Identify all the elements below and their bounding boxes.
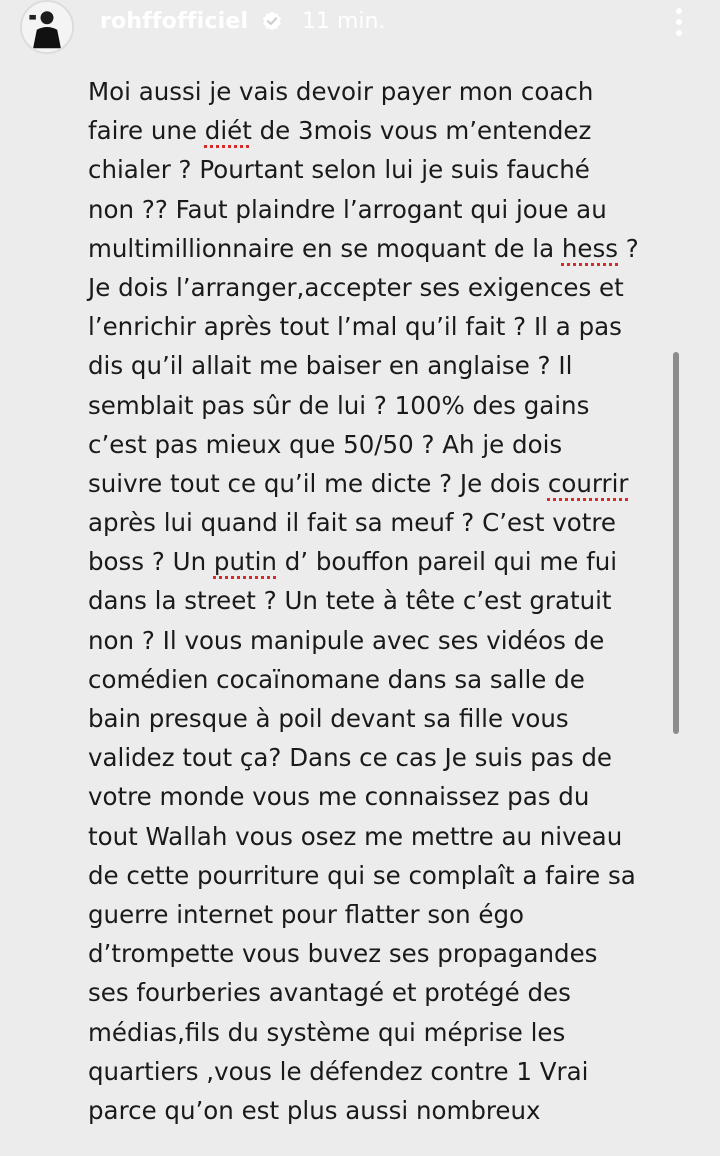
text-line bbox=[88, 150, 688, 189]
text-line bbox=[88, 581, 688, 620]
text-line bbox=[88, 190, 688, 229]
text-line bbox=[88, 425, 688, 464]
avatar-image-icon bbox=[22, 2, 72, 52]
text-line bbox=[88, 934, 688, 973]
text-segment: suivre tout ce qu’il me dicte ? Je dois bbox=[88, 468, 548, 498]
text-line bbox=[88, 72, 688, 111]
text-line bbox=[88, 660, 688, 699]
text-segment: chialer ? Pourtant selon lui je suis fauché bbox=[88, 155, 590, 185]
scrollbar[interactable] bbox=[673, 352, 679, 734]
story-text bbox=[88, 72, 688, 1130]
text-segment: quartiers ,vous le défendez contre 1 Vrai bbox=[88, 1056, 589, 1086]
text-line bbox=[88, 1013, 688, 1052]
text-segment: faire une bbox=[88, 116, 205, 146]
story-header bbox=[0, 0, 720, 50]
text-segment: boss ? Un bbox=[88, 547, 214, 577]
text-segment: de 3mois vous m’entendez bbox=[251, 116, 592, 146]
text-line bbox=[88, 621, 688, 660]
text-line bbox=[88, 738, 688, 777]
text-line bbox=[88, 856, 688, 895]
text-segment: bain presque à poil devant sa fille vous bbox=[88, 704, 569, 733]
text-segment: parce qu’on est plus aussi nombreux bbox=[88, 1095, 541, 1125]
text-line bbox=[88, 268, 688, 307]
text-line bbox=[88, 973, 688, 1012]
misspelled-word: putin bbox=[213, 547, 277, 577]
text-line bbox=[88, 503, 688, 542]
profile-avatar[interactable] bbox=[20, 0, 74, 54]
text-segment: dans la street ? Un tete à tête c’est gratuit bbox=[88, 586, 612, 616]
username[interactable]: rohffofficiel bbox=[100, 9, 249, 34]
text-segment: ses fourberies avantagé et protégé des bbox=[88, 978, 571, 1008]
text-segment: tout Wallah vous osez me mettre au niveau bbox=[88, 821, 623, 851]
text-segment: dis qu’il allait me baiser en anglaise ? Il bbox=[88, 351, 573, 381]
text-segment: après lui quand il fait sa meuf ? C’est votre bbox=[88, 508, 616, 538]
text-line bbox=[88, 542, 688, 581]
text-segment: de cette pourriture qui se complaît a faire sa bbox=[88, 860, 636, 890]
text-line bbox=[88, 307, 688, 346]
text-segment: non ?? Faut plaindre l’arrogant qui joue au bbox=[88, 194, 607, 224]
text-line bbox=[88, 386, 688, 425]
text-line bbox=[88, 229, 688, 268]
text-segment: comédien cocaïnomane dans sa salle de bbox=[88, 664, 585, 694]
text-segment: guerre internet pour flatter son égo bbox=[88, 899, 525, 929]
text-segment: semblait pas sûr de lui ? 100% des gains bbox=[88, 390, 590, 420]
text-line bbox=[88, 777, 688, 816]
more-vertical-icon[interactable] bbox=[672, 6, 686, 38]
text-line bbox=[88, 895, 688, 934]
text-segment: ? bbox=[618, 233, 639, 263]
text-line bbox=[88, 346, 688, 385]
text-segment: validez tout ça? Dans ce cas Je suis pas de bbox=[88, 743, 612, 773]
text-segment: d’trompette vous buvez ses propagandes bbox=[88, 939, 598, 969]
text-segment: c’est pas mieux que 50/50 ? Ah je dois bbox=[88, 429, 563, 459]
text-line bbox=[88, 817, 688, 856]
post-time: 11 min. bbox=[302, 9, 386, 34]
text-line bbox=[88, 1091, 688, 1130]
text-segment: d’ bouffon pareil qui me fui bbox=[276, 547, 618, 577]
text-segment: multimillionnaire en se moquant de la bbox=[88, 233, 562, 263]
text-segment: Moi aussi je vais devoir payer mon coach bbox=[88, 77, 594, 106]
text-segment: l’enrichir après tout l’mal qu’il fait ? Il a pas bbox=[88, 312, 622, 342]
text-segment: votre monde vous me connaissez pas du bbox=[88, 782, 590, 812]
misspelled-word: courrir bbox=[547, 468, 629, 498]
text-line bbox=[88, 464, 688, 503]
text-segment: non ? Il vous manipule avec ses vidéos de bbox=[88, 625, 605, 655]
misspelled-word: hess bbox=[561, 233, 619, 263]
text-line bbox=[88, 111, 688, 150]
misspelled-word: diét bbox=[204, 116, 252, 146]
text-line bbox=[88, 699, 688, 738]
text-segment: médias,fils du système qui méprise les bbox=[88, 1017, 566, 1047]
verified-badge-icon bbox=[262, 11, 282, 31]
text-line bbox=[88, 1052, 688, 1091]
text-segment: Je dois l’arranger,accepter ses exigences et bbox=[88, 272, 624, 302]
